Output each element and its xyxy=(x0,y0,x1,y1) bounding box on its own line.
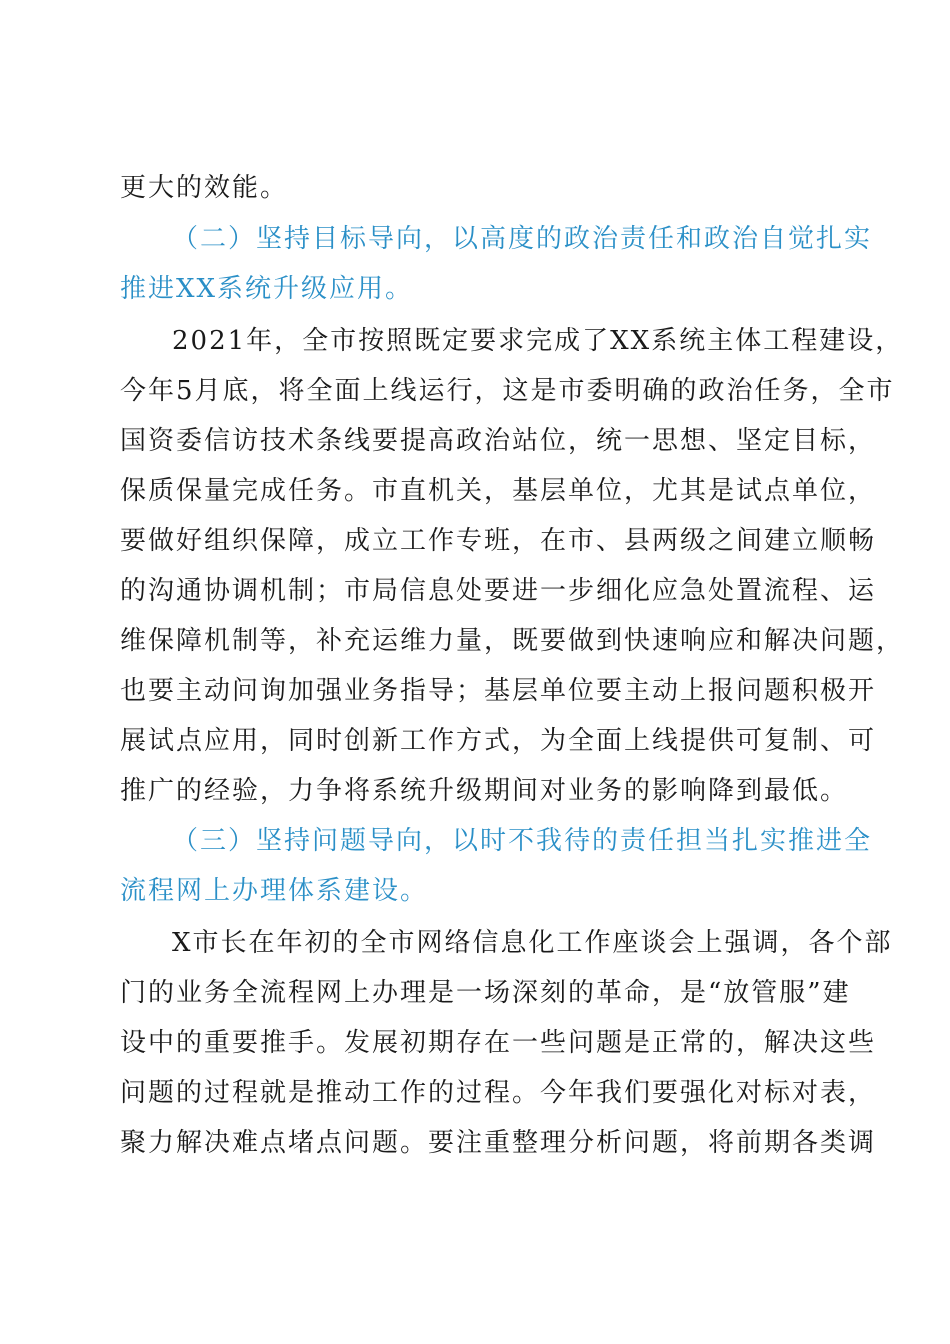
paragraph-line: 推广的经验，力争将系统升级期间对业务的影响降到最低。 xyxy=(120,776,849,806)
paragraph-line: 也要主动问询加强业务指导；基层单位要主动上报问题积极开 xyxy=(120,676,877,706)
paragraph-line: X市长在年初的全市网络信息化工作座谈会上强调，各个部 xyxy=(172,928,893,958)
paragraph-line: 的沟通协调机制；市局信息处要进一步细化应急处置流程、运 xyxy=(120,576,877,606)
paragraph-line: 展试点应用，同时创新工作方式，为全面上线提供可复制、可 xyxy=(120,726,877,756)
paragraph-line: 问题的过程就是推动工作的过程。今年我们要强化对标对表， xyxy=(120,1078,877,1108)
paragraph-line: 2021年，全市按照既定要求完成了XX系统主体工程建设， xyxy=(172,326,904,356)
paragraph-line: 维保障机制等，补充运维力量，既要做到快速响应和解决问题， xyxy=(120,626,905,656)
section-heading-3-line-2: 流程网上办理体系建设。 xyxy=(120,876,429,906)
paragraph-line: 更大的效能。 xyxy=(120,173,289,203)
paragraph-line: 门的业务全流程网上办理是一场深刻的革命，是“放管服”建 xyxy=(120,978,851,1008)
section-heading-2-line-1: （二）坚持目标导向，以高度的政治责任和政治自觉扎实 xyxy=(172,224,873,254)
paragraph-line: 聚力解决难点堵点问题。要注重整理分析问题，将前期各类调 xyxy=(120,1128,877,1158)
paragraph-line: 国资委信访技术条线要提高政治站位，统一思想、坚定目标， xyxy=(120,426,877,456)
paragraph-line: 设中的重要推手。发展初期存在一些问题是正常的，解决这些 xyxy=(120,1028,877,1058)
section-heading-3-line-1: （三）坚持问题导向，以时不我待的责任担当扎实推进全 xyxy=(172,826,873,856)
paragraph-line: 要做好组织保障，成立工作专班，在市、县两级之间建立顺畅 xyxy=(120,526,877,556)
paragraph-line: 保质保量完成任务。市直机关，基层单位，尤其是试点单位， xyxy=(120,476,877,506)
paragraph-line: 今年5月底，将全面上线运行，这是市委明确的政治任务，全市 xyxy=(120,376,895,406)
section-heading-2-line-2: 推进XX系统升级应用。 xyxy=(120,274,414,304)
